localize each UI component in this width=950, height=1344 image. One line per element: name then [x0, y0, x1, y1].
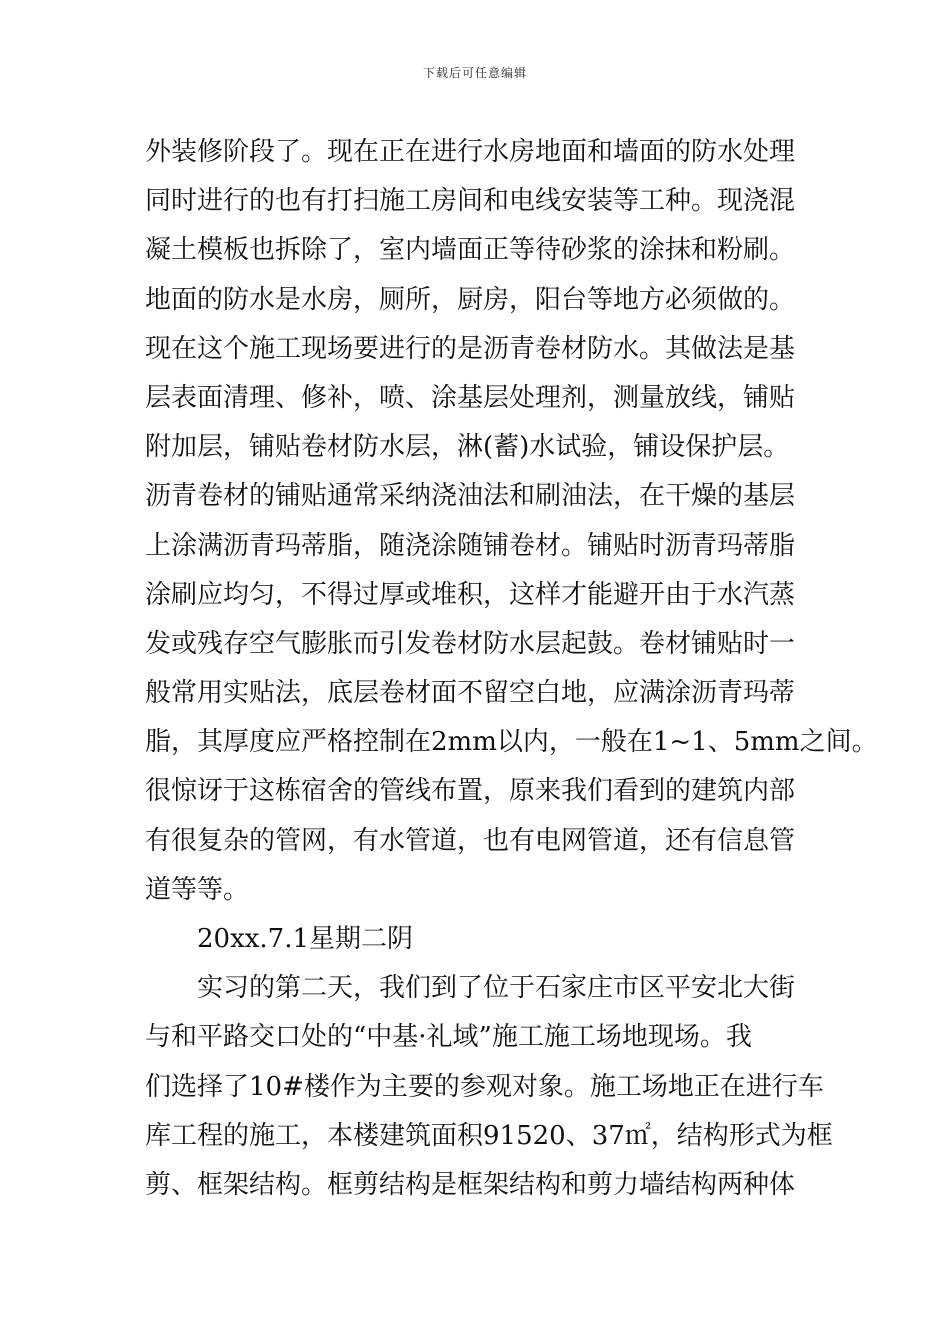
text-line: 很惊讶于这栋宿舍的管线布置，原来我们看到的建筑内部: [145, 776, 796, 807]
text-line: 库工程的施工，本楼建筑面积91520、37㎡，结构形式为框: [145, 1120, 833, 1151]
document-body: [145, 128, 878, 1210]
text-line: 沥青卷材的铺贴通常采纳浇油法和刷油法，在干燥的基层: [145, 481, 796, 512]
text-line: 层表面清理、修补，喷、涂基层处理剂，测量放线，铺贴: [145, 382, 796, 413]
text-line: 道等等。: [145, 874, 250, 905]
text-line: 涂刷应均匀，不得过厚或堆积，这样才能避开由于水汽蒸: [145, 579, 796, 610]
text-line: 上涂满沥青玛蒂脂，随浇涂随铺卷材。铺贴时沥青玛蒂脂: [145, 530, 796, 561]
text-line: 附加层，铺贴卷材防水层，淋(蓄)水试验，铺设保护层。: [145, 432, 790, 463]
text-line: 外装修阶段了。现在正在进行水房地面和墙面的防水处理: [145, 137, 796, 167]
paragraph-start-line: 实习的第二天，我们到了位于石家庄市区平安北大街: [197, 973, 796, 1004]
text-line: 同时进行的也有打扫施工房间和电线安装等工种。现浇混: [145, 186, 796, 217]
text-line: 有很复杂的管网，有水管道，也有电网管道，还有信息管: [145, 825, 796, 856]
text-line: 发或残存空气膨胀而引发卷材防水层起鼓。卷材铺贴时一: [145, 628, 796, 659]
page-header: 下载后可任意编辑: [422, 66, 527, 80]
date-heading: 20xx.7.1星期二阴: [197, 924, 414, 954]
text-line: 脂，其厚度应严格控制在2mm以内，一般在1~1、5mm之间。: [145, 727, 878, 758]
text-line: 地面的防水是水房，厕所，厨房，阳台等地方必须做的。: [145, 284, 796, 315]
text-line: 剪、框架结构。框剪结构是框架结构和剪力墙结构两种体: [145, 1169, 796, 1200]
text-line: 现在这个施工现场要进行的是沥青卷材防水。其做法是基: [145, 333, 796, 364]
text-line: 们选择了10#楼作为主要的参观对象。施工场地正在进行车: [145, 1071, 824, 1102]
text-line: 与和平路交口处的“中基·礼域”施工施工场地现场。我: [145, 1022, 752, 1053]
text-line: 凝土模板也拆除了，室内墙面正等待砂浆的涂抹和粉刷。: [145, 235, 796, 266]
text-line: 般常用实贴法，底层卷材面不留空白地，应满涂沥青玛蒂: [145, 678, 796, 709]
